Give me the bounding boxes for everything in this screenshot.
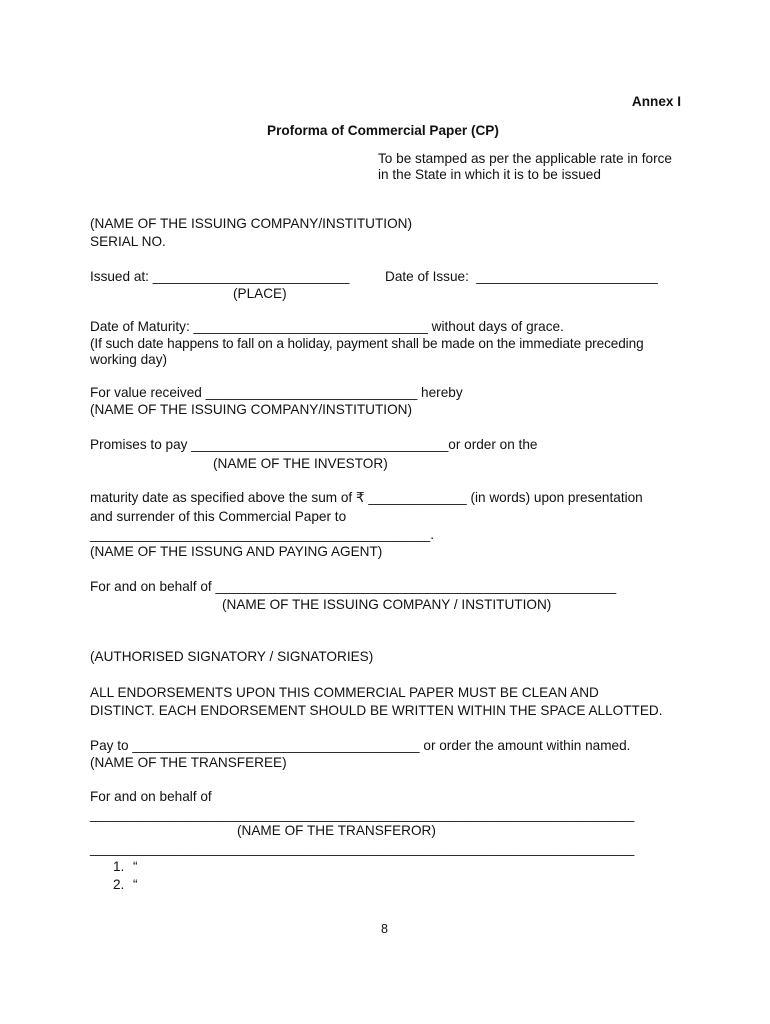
value-received-line-1: For value received ____________________________ hereby xyxy=(90,385,463,400)
paying-agent-label: (NAME OF THE ISSUNG AND PAYING AGENT) xyxy=(90,544,383,559)
investor-label: (NAME OF THE INVESTOR) xyxy=(213,456,388,471)
list-item-text: “ xyxy=(133,859,138,874)
transferor-label: (NAME OF THE TRANSFEROR) xyxy=(237,823,436,838)
maturity-sum-line-1: maturity date as specified above the sum of ₹ _____________ (in words) upon presentation xyxy=(90,490,643,505)
place-label: (PLACE) xyxy=(233,286,287,301)
maturity-line-1: Date of Maturity: _______________________________ without days of grace. xyxy=(90,319,564,334)
issued-at: Issued at: __________________________ xyxy=(90,269,350,284)
value-received-line-2: (NAME OF THE ISSUING COMPANY/INSTITUTION) xyxy=(90,402,412,417)
document-title: Proforma of Commercial Paper (CP) xyxy=(267,123,499,138)
endorsements-line-1: ALL ENDORSEMENTS UPON THIS COMMERCIAL PAPER MUST BE CLEAN AND xyxy=(90,685,599,700)
maturity-line-2: (If such date happens to fall on a holiday, payment shall be made on the immediate preceding xyxy=(90,336,644,351)
maturity-sum-line-3: _____________________________________________. xyxy=(90,527,434,542)
issuing-company-label: (NAME OF THE ISSUING COMPANY / INSTITUTION) xyxy=(222,597,552,612)
annex-label: Annex I xyxy=(631,94,681,109)
stamp-note-line-2: in the State in which it is to be issued xyxy=(378,167,601,182)
list-item-number: 1. xyxy=(113,859,125,874)
transferee-label: (NAME OF THE TRANSFEREE) xyxy=(90,755,287,770)
maturity-line-3: working day) xyxy=(90,352,168,367)
maturity-sum-line-2: and surrender of this Commercial Paper to xyxy=(90,509,347,524)
promises-line-1: Promises to pay __________________________________or order on the xyxy=(90,437,538,452)
pay-to-line-1: Pay to ______________________________________ or order the amount within named. xyxy=(90,738,631,753)
endorsements-line-2: DISTINCT. EACH ENDORSEMENT SHOULD BE WRITTEN WITHIN THE SPACE ALLOTTED. xyxy=(90,703,663,718)
signatory-label: (AUTHORISED SIGNATORY / SIGNATORIES) xyxy=(90,649,374,664)
list-item-text: “ xyxy=(133,877,138,892)
issuer-heading: (NAME OF THE ISSUING COMPANY/INSTITUTION) xyxy=(90,216,412,231)
list-item-number: 2. xyxy=(113,877,125,892)
transferor-line-4: ________________________________________________________________________ xyxy=(90,841,635,856)
date-of-issue: Date of Issue: ________________________ xyxy=(385,269,658,284)
serial-no: SERIAL NO. xyxy=(90,234,166,249)
stamp-note-line-1: To be stamped as per the applicable rate in force xyxy=(378,151,672,166)
transferor-line-2: ________________________________________________________________________ xyxy=(90,807,635,822)
behalf-line-1: For and on behalf of _____________________________________________________ xyxy=(90,579,617,594)
transferor-line-1: For and on behalf of xyxy=(90,789,212,804)
page-number: 8 xyxy=(381,922,388,936)
